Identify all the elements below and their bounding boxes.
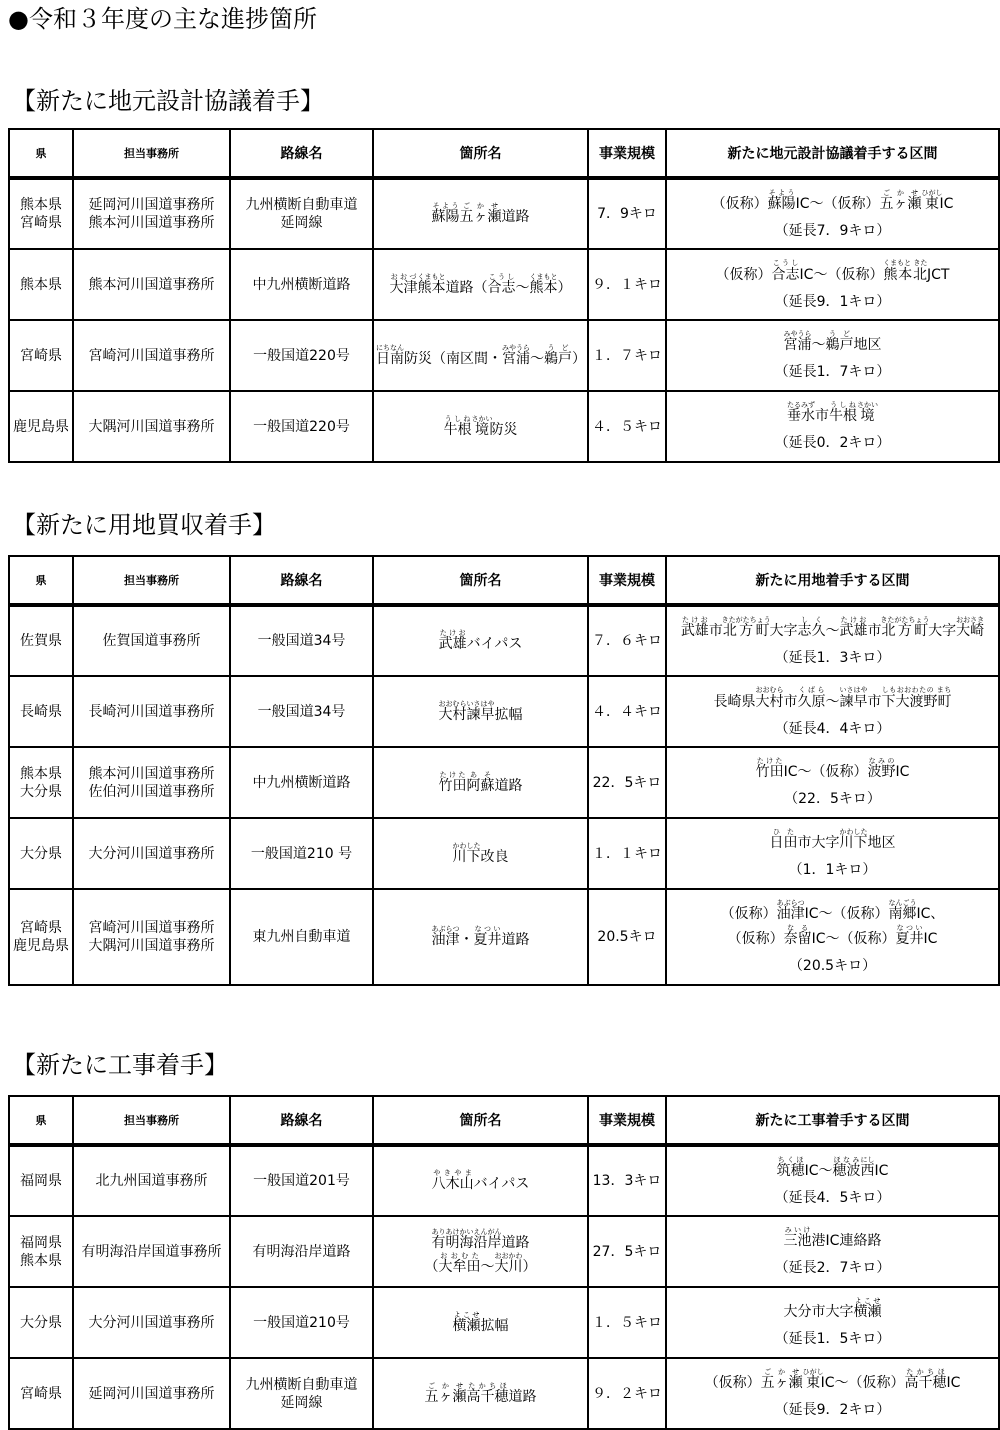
ruby-text: 宮浦みやうら bbox=[502, 343, 530, 367]
scale-cell: 20.5キロ bbox=[588, 889, 666, 985]
ruby-text: 大川おおかわ bbox=[494, 1251, 523, 1275]
furigana: うど bbox=[825, 330, 854, 338]
prefecture-cell: 長崎県 bbox=[9, 676, 73, 747]
office-cell: 延岡河川国道事務所 熊本河川国道事務所 bbox=[73, 178, 230, 249]
place-name-cell: 油津あぶらつ・夏井なつい道路 bbox=[373, 889, 588, 985]
furigana: くばら bbox=[797, 685, 826, 694]
table-header-row bbox=[9, 1096, 999, 1145]
table-header-row bbox=[9, 556, 999, 605]
furigana: おおむら bbox=[755, 685, 784, 694]
ruby-text: 高千穂たかちほ bbox=[904, 1368, 947, 1391]
table-row bbox=[9, 320, 999, 391]
furigana: さかい bbox=[857, 401, 878, 409]
furigana: たかちほ bbox=[466, 1381, 509, 1390]
prefecture-cell: 熊本県 大分県 bbox=[9, 747, 73, 818]
furigana: こうし bbox=[771, 258, 800, 267]
place-name-cell: 蘇陽そよう五ヶ瀬ごかせ道路 bbox=[373, 178, 588, 249]
furigana: たけお bbox=[839, 615, 868, 624]
prefecture-cell: 宮崎県 bbox=[9, 1358, 73, 1429]
ruby-text: 大村おおむら bbox=[438, 699, 467, 723]
column-header: 新たに用地着手する区間 bbox=[666, 556, 999, 605]
column-header: 新たに地元設計協議着手する区間 bbox=[666, 129, 999, 178]
column-header: 県 bbox=[9, 556, 73, 605]
ruby-text: 夏井なつい bbox=[473, 925, 502, 948]
furigana: にちなん bbox=[376, 343, 404, 352]
furigana: なつい bbox=[473, 925, 502, 933]
furigana: おおかわ bbox=[494, 1251, 523, 1260]
furigana: しく bbox=[797, 615, 826, 624]
furigana: おおむた bbox=[438, 1251, 481, 1260]
furigana: うど bbox=[544, 343, 572, 352]
ruby-text: 五ヶ瀬ごかせ bbox=[459, 202, 502, 225]
office-cell: 宮崎河川国道事務所 大隅河川国道事務所 bbox=[73, 889, 230, 985]
ruby-text: 蘇陽そよう bbox=[431, 202, 460, 225]
furigana: やきやま bbox=[431, 1169, 474, 1177]
ruby-text: 武雄たけお bbox=[839, 615, 868, 639]
scale-cell: ４．５キロ bbox=[588, 391, 666, 462]
length-label: （延長1．7キロ） bbox=[774, 364, 891, 380]
ruby-text: 武雄たけお bbox=[680, 615, 709, 639]
length-label: （延長2．7キロ） bbox=[774, 1260, 891, 1276]
ruby-text: 大牟田おおむた bbox=[438, 1251, 481, 1275]
ruby-text: 五ヶ瀬ごかせ bbox=[424, 1381, 467, 1405]
route-cell: 一般国道220号 bbox=[230, 320, 373, 391]
office-cell: 北九州国道事務所 bbox=[73, 1145, 230, 1216]
ruby-text: 有明海沿岸ありあけかいえんがん bbox=[431, 1227, 502, 1251]
prefecture-cell: 熊本県 bbox=[9, 249, 73, 320]
ruby-text: 日田ひた bbox=[769, 828, 798, 851]
ruby-text: 鵜戸うど bbox=[544, 343, 572, 367]
ruby-text: 諫早いさはや bbox=[466, 699, 495, 723]
ruby-text: 日南にちなん bbox=[376, 343, 404, 367]
length-label: （20.5キロ） bbox=[788, 958, 877, 974]
office-cell: 熊本河川国道事務所 佐伯河川国道事務所 bbox=[73, 747, 230, 818]
column-header: 箇所名 bbox=[373, 129, 588, 178]
furigana: おおむら bbox=[438, 699, 467, 708]
section-range-cell: （仮称）油津あぶらつIC～（仮称）南郷なんごうIC、 （仮称）奈留なるIC～（仮称）夏井なついIC （20.5キロ） bbox=[666, 889, 999, 985]
route-cell: 一般国道210 号 bbox=[230, 818, 373, 889]
progress-table bbox=[8, 128, 1000, 463]
section-range-cell: 大分市大字横瀬よこせ （延長1．5キロ） bbox=[666, 1287, 999, 1358]
ruby-text: 横瀬よこせ bbox=[452, 1310, 481, 1334]
furigana: ごかせ bbox=[424, 1381, 467, 1390]
furigana: よこせ bbox=[452, 1310, 481, 1319]
ruby-text: 北方町きたがたちょう bbox=[880, 615, 930, 639]
prefecture-cell: 大分県 bbox=[9, 818, 73, 889]
place-name-cell: 有明海沿岸ありあけかいえんがん道路 （大牟田おおむた～大川おおかわ） bbox=[373, 1216, 588, 1287]
ruby-text: 合志こうし bbox=[487, 272, 516, 296]
place-name-cell: 大津おおづ熊本くまもと道路（合志こうし～熊本くまもと） bbox=[373, 249, 588, 320]
furigana: かわした bbox=[839, 828, 868, 836]
office-cell: 延岡河川国道事務所 bbox=[73, 1358, 230, 1429]
place-name-cell: 川下かわした改良 bbox=[373, 818, 588, 889]
ruby-text: 阿蘇あそ bbox=[466, 770, 495, 794]
ruby-text: 奈留なる bbox=[783, 924, 812, 947]
column-header: 路線名 bbox=[230, 1096, 373, 1145]
section-range-cell: 日田ひた市大字川下かわした地区 （1．1キロ） bbox=[666, 818, 999, 889]
office-cell: 大分河川国道事務所 bbox=[73, 818, 230, 889]
prefecture-cell: 熊本県 宮崎県 bbox=[9, 178, 73, 249]
furigana: くまもと bbox=[529, 272, 558, 281]
furigana: あぶらつ bbox=[776, 899, 805, 907]
scale-cell: ９．１キロ bbox=[588, 249, 666, 320]
furigana: にし bbox=[860, 1155, 875, 1164]
furigana: ひた bbox=[769, 828, 798, 836]
section-range-cell: 筑穂ちくほIC～穂波ほなみ西にしIC （延長4．5キロ） bbox=[666, 1145, 999, 1216]
table-row bbox=[9, 1145, 999, 1216]
section-range-cell: （仮称）五ヶ瀬ごかせ東ひがしIC～（仮称）高千穂たかちほIC （延長9．2キロ） bbox=[666, 1358, 999, 1429]
length-label: （延長1．3キロ） bbox=[774, 649, 891, 666]
ruby-text: 横瀬よこせ bbox=[853, 1297, 882, 1320]
furigana: みやうら bbox=[502, 343, 530, 352]
office-cell: 佐賀国道事務所 bbox=[73, 605, 230, 676]
furigana: そよう bbox=[431, 202, 460, 210]
ruby-text: 三池みいけ bbox=[783, 1226, 812, 1249]
section-range-cell: 長崎県大村おおむら市久原くばら～諫早いさはや市下大渡野町しもおおわたの まち （延長4．4キロ） bbox=[666, 676, 999, 747]
ruby-text: 油津あぶらつ bbox=[431, 925, 460, 948]
furigana: みやうら bbox=[783, 330, 812, 338]
route-cell: 九州横断自動車道 延岡線 bbox=[230, 1358, 373, 1429]
furigana: くまもと bbox=[417, 272, 446, 281]
scale-cell: １．１キロ bbox=[588, 818, 666, 889]
ruby-text: 竹田たけた bbox=[755, 757, 784, 780]
ruby-text: 東ひがし bbox=[921, 188, 943, 212]
scale-cell: 13．3キロ bbox=[588, 1145, 666, 1216]
ruby-text: 高千穂たかちほ bbox=[466, 1381, 509, 1405]
route-cell: 中九州横断道路 bbox=[230, 249, 373, 320]
column-header: 担当事務所 bbox=[73, 556, 230, 605]
prefecture-cell: 佐賀県 bbox=[9, 605, 73, 676]
scale-cell: 27．5キロ bbox=[588, 1216, 666, 1287]
length-label: （延長0．2キロ） bbox=[774, 435, 891, 451]
furigana: きたがたちょう bbox=[880, 615, 930, 624]
furigana: あぶらつ bbox=[431, 925, 460, 933]
furigana: ほなみ bbox=[832, 1155, 861, 1164]
furigana: くまもと きた bbox=[883, 258, 928, 267]
page-title: ●令和３年度の主な進捗箇所 bbox=[8, 5, 317, 33]
ruby-text: 南郷なんごう bbox=[888, 899, 917, 922]
furigana: たけお bbox=[438, 629, 467, 637]
office-cell: 大隅河川国道事務所 bbox=[73, 391, 230, 462]
furigana: きたがたちょう bbox=[721, 615, 771, 624]
prefecture-cell: 鹿児島県 bbox=[9, 391, 73, 462]
table-header-row bbox=[9, 129, 999, 178]
progress-table bbox=[8, 555, 1000, 986]
length-label: （延長9．1キロ） bbox=[774, 293, 891, 310]
furigana: ごかせ bbox=[459, 202, 502, 210]
office-cell: 大分河川国道事務所 bbox=[73, 1287, 230, 1358]
column-header: 事業規模 bbox=[588, 556, 666, 605]
table-row bbox=[9, 1287, 999, 1358]
scale-cell: 22．5キロ bbox=[588, 747, 666, 818]
column-header: 県 bbox=[9, 129, 73, 178]
ruby-text: 大崎おおさき bbox=[956, 615, 985, 639]
ruby-text: 下大渡野町しもおおわたの まち bbox=[881, 685, 952, 710]
ruby-text: 久原くばら bbox=[797, 685, 826, 710]
length-label: （延長1．5キロ） bbox=[774, 1331, 891, 1347]
furigana: しもおおわたの まち bbox=[881, 685, 952, 694]
section-range-cell: 三池みいけ港IC連絡路 （延長2．7キロ） bbox=[666, 1216, 999, 1287]
furigana: たかちほ bbox=[904, 1368, 947, 1376]
furigana: うしね bbox=[829, 401, 857, 409]
table-row bbox=[9, 1216, 999, 1287]
ruby-text: 川下かわした bbox=[452, 841, 481, 865]
table-row bbox=[9, 1358, 999, 1429]
ruby-text: 東ひがし bbox=[802, 1368, 824, 1391]
furigana: そよう bbox=[767, 188, 796, 197]
ruby-text: 境さかい bbox=[857, 401, 878, 424]
scale-cell: 7．9キロ bbox=[588, 178, 666, 249]
scale-cell: ４．４キロ bbox=[588, 676, 666, 747]
column-header: 箇所名 bbox=[373, 1096, 588, 1145]
ruby-text: 川下かわした bbox=[839, 828, 868, 851]
ruby-text: 蘇陽そよう bbox=[767, 188, 796, 212]
prefecture-cell: 大分県 bbox=[9, 1287, 73, 1358]
route-cell: 一般国道220号 bbox=[230, 391, 373, 462]
ruby-text: 北方町きたがたちょう bbox=[721, 615, 771, 639]
ruby-text: 鵜戸うど bbox=[825, 330, 854, 353]
section-range-cell: 武雄たけお市北方町きたがたちょう大字志久しく～武雄たけお市北方町きたがたちょう大字大崎おおさき （延長1．3キロ） bbox=[666, 605, 999, 676]
route-cell: 一般国道201号 bbox=[230, 1145, 373, 1216]
length-label: （1．1キロ） bbox=[788, 862, 877, 878]
ruby-text: 牛根うしね bbox=[443, 414, 472, 438]
place-name-cell: 日南にちなん防災（南区間・宮浦みやうら～鵜戸うど） bbox=[373, 320, 588, 391]
furigana: ひがし bbox=[802, 1368, 824, 1376]
place-name-cell: 牛根うしね境さかい防災 bbox=[373, 391, 588, 462]
column-header: 担当事務所 bbox=[73, 1096, 230, 1145]
ruby-text: 波野なみの bbox=[867, 757, 896, 780]
section-title: 【新たに用地買収着手】 bbox=[12, 511, 276, 539]
section-title: 【新たに工事着手】 bbox=[12, 1051, 228, 1079]
route-cell: 一般国道34号 bbox=[230, 605, 373, 676]
route-cell: 中九州横断道路 bbox=[230, 747, 373, 818]
table-row bbox=[9, 747, 999, 818]
table-row bbox=[9, 178, 999, 249]
ruby-text: 志久しく bbox=[797, 615, 826, 639]
route-cell: 九州横断自動車道 延岡線 bbox=[230, 178, 373, 249]
ruby-text: 西にし bbox=[860, 1155, 875, 1179]
section-range-cell: （仮称）蘇陽そようIC～（仮称）五ヶ瀬ごかせ東ひがしIC （延長7．9キロ） bbox=[666, 178, 999, 249]
prefecture-cell: 福岡県 bbox=[9, 1145, 73, 1216]
ruby-text: 竹田たけた bbox=[438, 770, 467, 794]
place-name-cell: 横瀬よこせ拡幅 bbox=[373, 1287, 588, 1358]
ruby-text: 牛根うしね bbox=[829, 401, 857, 424]
column-header: 県 bbox=[9, 1096, 73, 1145]
ruby-text: 諫早いさはや bbox=[839, 685, 868, 710]
scale-cell: １．７キロ bbox=[588, 320, 666, 391]
ruby-text: 垂水たるみず bbox=[787, 401, 815, 424]
furigana: たけお bbox=[680, 615, 709, 624]
length-label: （延長4．4キロ） bbox=[774, 720, 891, 737]
place-name-cell: 五ヶ瀬ごかせ高千穂たかちほ道路 bbox=[373, 1358, 588, 1429]
column-header: 箇所名 bbox=[373, 556, 588, 605]
column-header: 新たに工事着手する区間 bbox=[666, 1096, 999, 1145]
furigana: なみの bbox=[867, 757, 896, 765]
furigana: たけた bbox=[438, 770, 467, 779]
table-row bbox=[9, 391, 999, 462]
ruby-text: 境さかい bbox=[471, 414, 493, 438]
furigana: かわした bbox=[452, 841, 481, 850]
section-range-cell: 垂水たるみず市牛根うしね境さかい （延長0．2キロ） bbox=[666, 391, 999, 462]
table-row bbox=[9, 676, 999, 747]
prefecture-cell: 宮崎県 鹿児島県 bbox=[9, 889, 73, 985]
furigana: いさはや bbox=[839, 685, 868, 694]
route-cell: 一般国道210号 bbox=[230, 1287, 373, 1358]
furigana: ひがし bbox=[921, 188, 943, 197]
scale-cell: １．５キロ bbox=[588, 1287, 666, 1358]
ruby-text: 穂波ほなみ bbox=[832, 1155, 861, 1179]
column-header: 事業規模 bbox=[588, 1096, 666, 1145]
prefecture-cell: 宮崎県 bbox=[9, 320, 73, 391]
place-name-cell: 大村おおむら諫早いさはや拡幅 bbox=[373, 676, 588, 747]
ruby-text: 熊本くまもと bbox=[417, 272, 446, 296]
furigana: なんごう bbox=[888, 899, 917, 907]
furigana: ありあけかいえんがん bbox=[431, 1227, 502, 1236]
scale-cell: ７．６キロ bbox=[588, 605, 666, 676]
length-label: （延長7．9キロ） bbox=[774, 222, 891, 239]
length-label: （延長4．5キロ） bbox=[774, 1189, 891, 1206]
furigana: あそ bbox=[466, 770, 495, 779]
ruby-text: 宮浦みやうら bbox=[783, 330, 812, 353]
office-cell: 熊本河川国道事務所 bbox=[73, 249, 230, 320]
office-cell: 有明海沿岸国道事務所 bbox=[73, 1216, 230, 1287]
ruby-text: 武雄たけお bbox=[438, 629, 467, 652]
section-range-cell: （仮称）合志こうしIC～（仮称）熊本北くまもと きたJCT （延長9．1キロ） bbox=[666, 249, 999, 320]
ruby-text: 合志こうし bbox=[771, 258, 800, 283]
ruby-text: 大津おおづ bbox=[389, 272, 418, 296]
table-row bbox=[9, 818, 999, 889]
furigana: よこせ bbox=[853, 1297, 882, 1305]
table-row bbox=[9, 605, 999, 676]
route-cell: 東九州自動車道 bbox=[230, 889, 373, 985]
section-title: 【新たに地元設計協議着手】 bbox=[12, 87, 324, 115]
section-range-cell: 竹田たけたIC～（仮称）波野なみのIC （22．5キロ） bbox=[666, 747, 999, 818]
column-header: 路線名 bbox=[230, 129, 373, 178]
office-cell: 長崎河川国道事務所 bbox=[73, 676, 230, 747]
prefecture-cell: 福岡県 熊本県 bbox=[9, 1216, 73, 1287]
furigana: こうし bbox=[487, 272, 516, 281]
column-header: 担当事務所 bbox=[73, 129, 230, 178]
office-cell: 宮崎河川国道事務所 bbox=[73, 320, 230, 391]
ruby-text: 夏井なつい bbox=[895, 924, 924, 947]
furigana: なる bbox=[783, 924, 812, 932]
furigana: おおづ bbox=[389, 272, 418, 281]
ruby-text: 熊本北くまもと きた bbox=[883, 258, 928, 283]
ruby-text: 油津あぶらつ bbox=[776, 899, 805, 922]
ruby-text: 五ヶ瀬ごかせ bbox=[760, 1368, 803, 1391]
ruby-text: 大村おおむら bbox=[755, 685, 784, 710]
column-header: 路線名 bbox=[230, 556, 373, 605]
furigana: いさはや bbox=[466, 699, 495, 708]
place-name-cell: 八木山やきやまバイパス bbox=[373, 1145, 588, 1216]
column-header: 事業規模 bbox=[588, 129, 666, 178]
furigana: ごかせ bbox=[760, 1368, 803, 1376]
route-cell: 有明海沿岸道路 bbox=[230, 1216, 373, 1287]
ruby-text: 八木山やきやま bbox=[431, 1169, 474, 1192]
furigana: おおさき bbox=[956, 615, 985, 624]
place-name-cell: 竹田たけた阿蘇あそ道路 bbox=[373, 747, 588, 818]
furigana: ごかせ bbox=[879, 188, 922, 197]
route-cell: 一般国道34号 bbox=[230, 676, 373, 747]
length-label: （延長9．2キロ） bbox=[774, 1402, 891, 1418]
furigana: ちくほ bbox=[776, 1155, 805, 1164]
scale-cell: ９．２キロ bbox=[588, 1358, 666, 1429]
place-name-cell: 武雄たけおバイパス bbox=[373, 605, 588, 676]
length-label: （22．5キロ） bbox=[784, 791, 881, 807]
progress-table bbox=[8, 1095, 1000, 1430]
furigana: うしね bbox=[443, 414, 472, 423]
furigana: たるみず bbox=[787, 401, 815, 409]
furigana: みいけ bbox=[783, 1226, 812, 1234]
section-range-cell: 宮浦みやうら～鵜戸うど地区 （延長1．7キロ） bbox=[666, 320, 999, 391]
table-row bbox=[9, 889, 999, 985]
furigana: さかい bbox=[471, 414, 493, 423]
ruby-text: 筑穂ちくほ bbox=[776, 1155, 805, 1179]
furigana: なつい bbox=[895, 924, 924, 932]
ruby-text: 熊本くまもと bbox=[529, 272, 558, 296]
furigana: たけた bbox=[755, 757, 784, 765]
table-row bbox=[9, 249, 999, 320]
ruby-text: 五ヶ瀬ごかせ bbox=[879, 188, 922, 212]
